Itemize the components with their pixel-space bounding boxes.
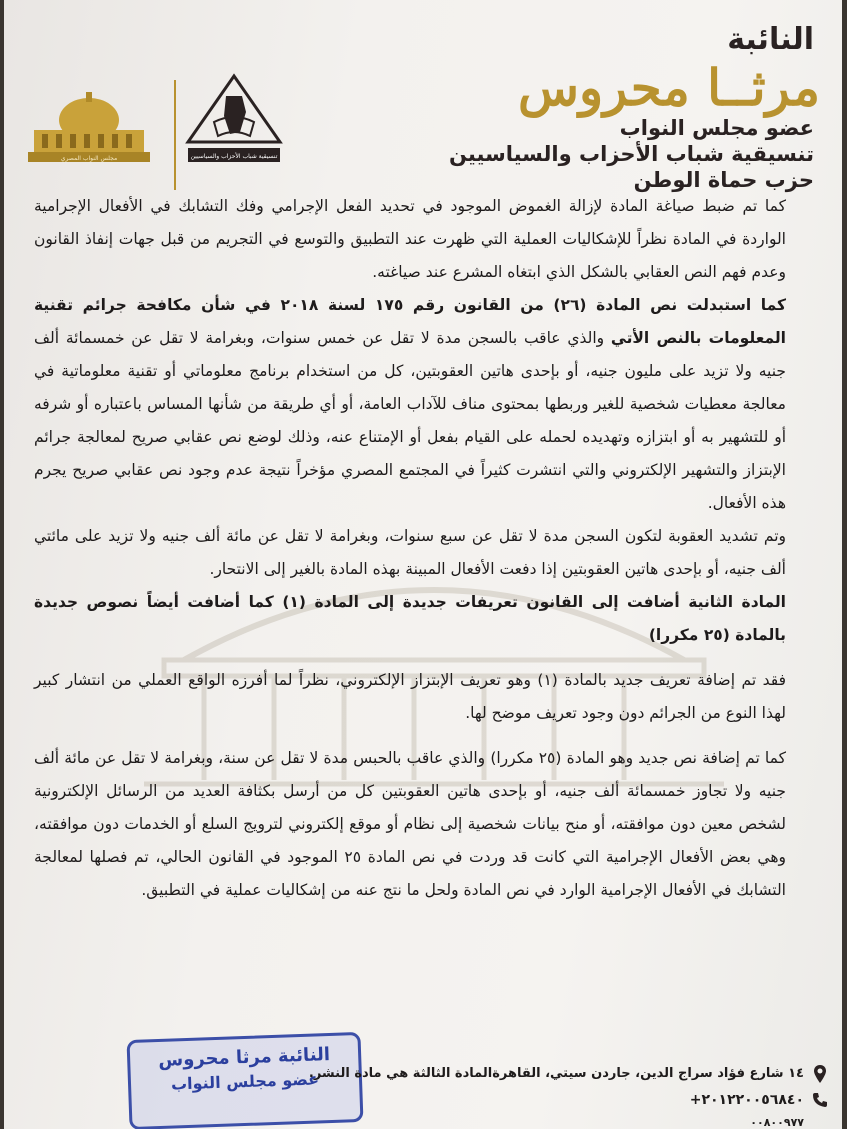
letterhead xyxy=(4,0,842,200)
paragraph: كما تم إضافة نص جديد وهو المادة (٢٥ مكررا) والذي عاقب بالحبس مدة لا تقل عن سنة، وبغرامة لا تقل عن مائة ألف جنيه ولا تجاوز خمسمائة ألف جنيه، أو بإحدى هاتين العقوبتين كل من أرسل بكثافة العديد من الرسائل الإلكترونية لشخص معين دون موافقته، أو منح بيانات شخصية إلى نظام أو موقع إلكتروني لترويج السلع أو الخدمات دون موافقته، وهي بعض الأفعال الإجرامية التي كانت قد وردت في نص المادة ٢٥ الموجود في القانون الحالي، تم فصلها لمعالجة التشابك في الأفعال الإجرامية الوارد في نص المادة ولحل ما نتج عنه من إشكاليات عملية في التطبيق. xyxy=(34,749,786,899)
section-heading: المادة الثانية أضافت إلى القانون تعريفات جديدة إلى المادة (١) كما أضافت أيضاً نصوص جديدة بالمادة (٢٥ مكررا) xyxy=(34,593,786,644)
logo-mid-caption: تنسيقية شباب الأحزاب والسياسيين xyxy=(190,153,278,160)
paragraph: وتم تشديد العقوبة لتكون السجن مدة لا تقل عن سبع سنوات، وبغرامة لا تقل عن مائة ألف جنيه ولا تزيد على مائتي ألف جنيه، أو بإحدى هاتين العقوبتين إذا دفعت الأفعال المبينة بهذه المادة بالغير إلى الانتحار. xyxy=(34,527,786,578)
member-party: حزب حماة الوطن xyxy=(633,168,814,192)
paragraph: كما تم ضبط صياغة المادة لإزالة الغموض الموجود في تحديد الفعل الإجرامي وفك التشابك في الأفعال الإجرامية الواردة في المادة نظراً للإشكاليات العملية التي ظهرت عند التطبيق والتوسع في التجريم من قبل جهات إنفاذ القانون وعدم فهم النص العقابي بالشكل الذي ابتغاه المشرع عند صياغته. xyxy=(34,197,786,281)
document-page xyxy=(4,0,842,1129)
member-name: مرثــا محروس xyxy=(517,58,820,117)
stamp-line: عضو مجلس النواب xyxy=(170,1069,320,1094)
paragraph-text: والذي عاقب بالسجن مدة لا تقل عن خمس سنوات، وبغرامة لا تقل عن خمسمائة ألف جنيه ولا تزيد على مليون جنيه، أو بإحدى هاتين العقوبتين، كل من استخدام برنامج معلوماتي أو تقنية معلوماتية في معالجة معطيات شخصية للغير وربطها بمحتوى مناف للآداب العامة، أو أي طريقة من شأنها المساس باعتباره أو شرفه أو للتشهير به أو ابتزازه وتهديده لحمله على القيام بفعل أو الإمتناع عنه، وذلك لوضع نص عقابي صريح لمعالجة جرائم الإبتزاز والتشهير الإلكتروني والتي انتشرت كثيراً في المجتمع المصري مؤخراً نتيجة عدم وجود نص عقابي صريح يجرم هذه الأفعال. xyxy=(34,329,786,512)
footer-phone: +٢٠١٢٢٠٠٥٦٨٤٠ xyxy=(689,1092,804,1108)
footer-address: ١٤ شارع فؤاد سراج الدين، جاردن سيتي، القاهرةالمادة الثالثة هي مادة النشر. xyxy=(308,1066,804,1081)
parliament-logo-icon xyxy=(24,90,154,165)
youth-coordination-logo-icon xyxy=(184,72,284,172)
paragraph-bold-lead: كما استبدلت نص المادة (٢٦) من القانون رقم ١٧٥ لسنة ٢٠١٨ في شأن مكافحة جرائم تقنية المعلومات بالنص الأتي xyxy=(34,296,787,347)
stamp-line: النائبة مرثا محروس xyxy=(157,1044,331,1072)
paragraph: فقد تم إضافة تعريف جديد بالمادة (١) وهو تعريف الإبتزاز الإلكتروني، نظراً لما أفرزه الواقع العملي من انتشار كبير لهذا النوع من الجرائم دون وجود تعريف موضح لها. xyxy=(34,671,786,722)
logo-left-caption: مجلس النواب المصري xyxy=(60,155,118,162)
location-pin-icon xyxy=(812,1064,828,1084)
phone-icon xyxy=(812,1092,828,1108)
member-title: النائبة xyxy=(727,22,814,57)
document-body xyxy=(34,190,786,907)
header-divider xyxy=(174,80,176,190)
member-coordination: تنسيقية شباب الأحزاب والسياسيين xyxy=(449,142,814,166)
paragraph xyxy=(34,289,786,520)
spacer xyxy=(34,652,786,664)
footer-extra-number: ٠٠٨٠٠٩٧٧ xyxy=(750,1116,804,1129)
member-position: عضو مجلس النواب xyxy=(619,116,814,140)
spacer xyxy=(34,730,786,742)
